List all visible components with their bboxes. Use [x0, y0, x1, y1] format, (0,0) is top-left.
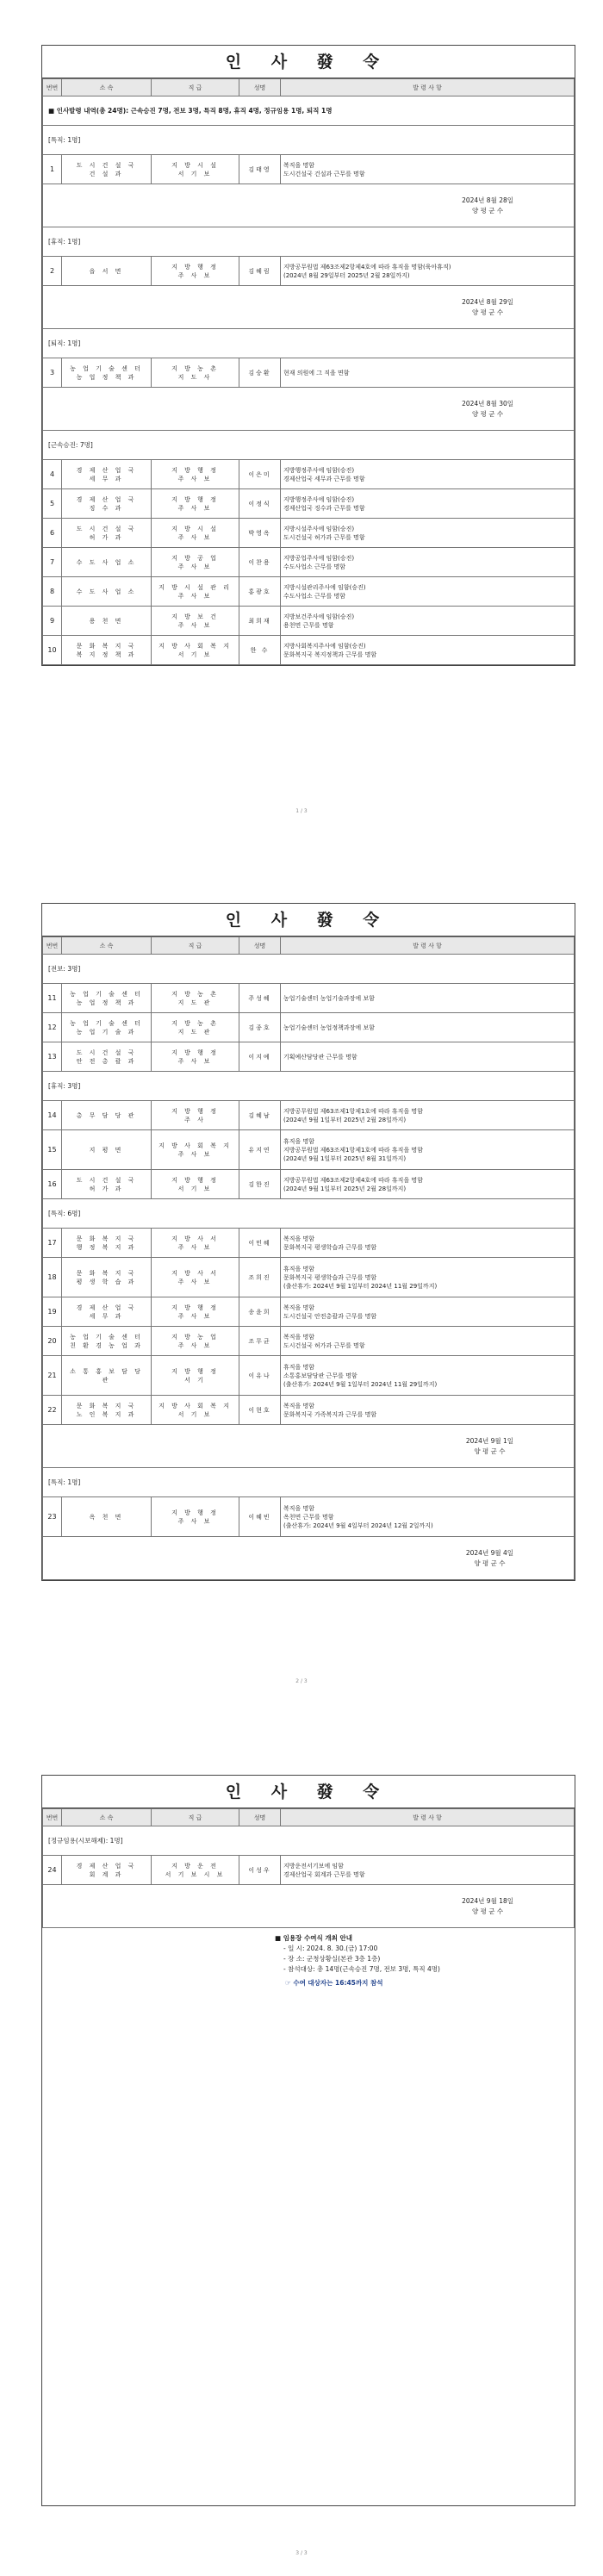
summary-row: [43, 96, 575, 126]
row-grade: 지 방 농 촌 지 도 사: [152, 358, 239, 388]
row-detail: 현재 의원에 그 직을 면함: [281, 358, 575, 388]
section-label-row: [43, 1199, 575, 1229]
row-grade: 지 방 사 회 복 지 서 기 보: [152, 636, 239, 665]
row-name: 이찬용: [239, 548, 281, 577]
row-org: 문 화 복 지 국 평 생 학 습 과: [62, 1258, 152, 1297]
section-label-row: [43, 1072, 575, 1101]
row-detail: 지방공무원법 제63조제1항제1호에 따라 휴직을 명함 (2024년 9월 1일부터 2025년 2월 28일까지): [281, 1101, 575, 1130]
orders-table: [42, 936, 575, 1580]
row-no: 15: [43, 1130, 62, 1170]
row-no: 7: [43, 548, 62, 577]
row-name: 이유나: [239, 1356, 281, 1396]
sig-date: 2024년 9월 1일: [465, 1436, 513, 1445]
section-label-row: [43, 227, 575, 257]
row-org: 농 업 기 술 센 터 농 업 기 술 과: [62, 1013, 152, 1042]
row-no: 17: [43, 1229, 62, 1258]
table-row: [43, 460, 575, 489]
table-row: [43, 1258, 575, 1297]
section-label: [근속승진: 7명]: [43, 431, 575, 460]
row-detail: 지방공무원법 제63조제2항제4호에 따라 휴직을 명함(육아휴직) (2024년 8월 29일부터 2025년 2월 28일까지): [281, 257, 575, 286]
row-detail: 복직을 명함 문화복지국 평생학습과 근무를 명함: [281, 1229, 575, 1258]
row-grade: 지 방 행 정 주 사 보: [152, 1042, 239, 1072]
header-grade: 직 급: [152, 937, 239, 955]
document-title: 인 사 發 令: [42, 1776, 575, 1808]
row-grade: 지 방 사 서 주 사 보: [152, 1229, 239, 1258]
header-grade: 직 급: [152, 1809, 239, 1826]
header-org: 소 속: [62, 1809, 152, 1826]
page-number: 3 / 3: [295, 2550, 308, 2556]
page-2-sheet: [41, 903, 575, 1581]
section-label: [휴직: 3명]: [43, 1072, 575, 1101]
row-no: 18: [43, 1258, 62, 1297]
notice-line: - 일 시: 2024. 8. 30.(금) 17:00: [283, 1944, 378, 1952]
row-org: 옥 천 면: [62, 1497, 152, 1537]
row-org: 경 제 산 업 국 회 계 과: [62, 1856, 152, 1885]
row-no: 8: [43, 577, 62, 607]
row-org: 문 화 복 지 국 행 정 복 지 과: [62, 1229, 152, 1258]
table-row: [43, 1497, 575, 1537]
row-grade: 지 방 시 설 주 사 보: [152, 519, 239, 548]
section-label: [특직: 6명]: [43, 1199, 575, 1229]
table-row: [43, 607, 575, 636]
signature-row: [43, 286, 575, 329]
row-detail: 지방공무원법 제63조제2항제4호에 따라 휴직을 명함 (2024년 9월 1일부터 2025년 2월 28일까지): [281, 1170, 575, 1199]
row-detail: 복직을 명함 도시건설국 건설과 근무를 명함: [281, 155, 575, 184]
row-grade: 지 방 사 회 복 지 서 기 보: [152, 1396, 239, 1425]
section-label-row: [43, 1826, 575, 1856]
notice-highlight: ☞ 수여 대상자는 16:45까지 참석: [285, 1979, 383, 1987]
orders-table: [42, 78, 575, 665]
section-label: [특직: 1명]: [43, 126, 575, 155]
section-label: [퇴직: 1명]: [43, 329, 575, 358]
row-no: 12: [43, 1013, 62, 1042]
section-label-row: [43, 1468, 575, 1497]
row-detail: 지방시설주사에 임함(승진) 도시건설국 허가과 근무를 명함: [281, 519, 575, 548]
row-detail: 기획예산담당관 근무를 명함: [281, 1042, 575, 1072]
notice-line: - 장 소: 군청상황실(본관 3층 1층): [283, 1955, 381, 1963]
row-name: 김혜림: [239, 257, 281, 286]
row-grade: 지 방 사 회 복 지 주 사 보: [152, 1130, 239, 1170]
document-title: 인 사 發 令: [42, 46, 575, 78]
row-org: 수 도 사 업 소: [62, 577, 152, 607]
table-row: [43, 1396, 575, 1425]
row-name: 김승환: [239, 358, 281, 388]
row-detail: 지방운전서기보에 임함 경제산업국 회계과 근무를 명함: [281, 1856, 575, 1885]
row-name: 유지연: [239, 1130, 281, 1170]
sig-signer: 양 평 군 수: [471, 409, 504, 418]
notice-title: ■ 임용장 수여식 개최 안내: [275, 1934, 352, 1942]
orders-table: [42, 1808, 575, 1928]
signature-row: [43, 1425, 575, 1468]
header-no: 번번: [43, 1809, 62, 1826]
row-no: 3: [43, 358, 62, 388]
row-no: 6: [43, 519, 62, 548]
page-1-sheet: [41, 45, 575, 666]
row-grade: 지 방 농 촌 지 도 관: [152, 1013, 239, 1042]
table-header: [43, 1809, 575, 1826]
header-no: 번번: [43, 937, 62, 955]
header-detail: 발 령 사 항: [281, 1809, 575, 1826]
row-detail: 지방시설관리주사에 임함(승진) 수도사업소 근무를 명함: [281, 577, 575, 607]
row-name: 최희재: [239, 607, 281, 636]
row-no: 9: [43, 607, 62, 636]
section-label: [전보: 3명]: [43, 955, 575, 984]
sig-date: 2024년 9월 18일: [462, 1896, 513, 1905]
page-3-sheet: [41, 1775, 575, 2506]
row-org: 농 업 기 술 센 터 친 환 경 농 업 과: [62, 1327, 152, 1356]
document-title: 인 사 發 令: [42, 904, 575, 936]
row-no: 23: [43, 1497, 62, 1537]
row-no: 14: [43, 1101, 62, 1130]
signature-row: [43, 1537, 575, 1580]
row-detail: 복직을 명함 문화복지국 가족복지과 근무를 명함: [281, 1396, 575, 1425]
header-name: 성명: [239, 1809, 281, 1826]
row-grade: 지 방 행 정 주 사 보: [152, 1497, 239, 1537]
row-name: 한 수: [239, 636, 281, 665]
table-row: [43, 636, 575, 665]
row-detail: 복직을 명함 옥천면 근무를 명함 (출산휴가: 2024년 9월 4일부터 2024년 12월 2일까지): [281, 1497, 575, 1537]
row-grade: 지 방 시 설 서 기 보: [152, 155, 239, 184]
row-no: 5: [43, 489, 62, 519]
header-name: 성명: [239, 79, 281, 96]
table-row: [43, 358, 575, 388]
row-name: 김종호: [239, 1013, 281, 1042]
row-grade: 지 방 농 촌 지 도 관: [152, 984, 239, 1013]
row-no: 20: [43, 1327, 62, 1356]
row-detail: 지방보건주사에 임함(승진) 용천면 근무를 명함: [281, 607, 575, 636]
row-no: 10: [43, 636, 62, 665]
section-label: [정규임용(시보해제): 1명]: [43, 1826, 575, 1856]
row-grade: 지 방 사 서 주 사 보: [152, 1258, 239, 1297]
row-no: 21: [43, 1356, 62, 1396]
table-row: [43, 548, 575, 577]
sig-signer: 양 평 군 수: [471, 206, 504, 215]
row-org: 경 제 산 업 국 세 무 과: [62, 1297, 152, 1327]
section-label: [휴직: 1명]: [43, 227, 575, 257]
row-name: 김태영: [239, 155, 281, 184]
row-grade: 지 방 행 정 주 사 보: [152, 460, 239, 489]
row-detail: 복직을 명함 도시건설국 안전총괄과 근무를 명함: [281, 1297, 575, 1327]
section-label-row: [43, 126, 575, 155]
row-grade: 지 방 공 업 주 사 보: [152, 548, 239, 577]
row-org: 경 제 산 업 국 세 무 과: [62, 460, 152, 489]
section-label: [특직: 1명]: [43, 1468, 575, 1497]
row-name: 이혜빈: [239, 1497, 281, 1537]
sig-date: 2024년 8월 30일: [462, 399, 513, 408]
sig-signer: 양 평 군 수: [474, 1559, 506, 1567]
ceremony-notice: [42, 1928, 575, 1988]
table-row: [43, 577, 575, 607]
row-name: 이지예: [239, 1042, 281, 1072]
row-no: 16: [43, 1170, 62, 1199]
table-row: [43, 489, 575, 519]
table-row: [43, 1170, 575, 1199]
table-row: [43, 1101, 575, 1130]
row-name: 이은미: [239, 460, 281, 489]
row-grade: 지 방 행 정 주 사 보: [152, 257, 239, 286]
row-grade: 지 방 보 건 주 사 보: [152, 607, 239, 636]
row-org: 도 시 건 설 국 안 전 총 괄 과: [62, 1042, 152, 1072]
row-no: 11: [43, 984, 62, 1013]
table-row: [43, 1042, 575, 1072]
signature-row: [43, 184, 575, 227]
row-detail: 지방사회복지주사에 임함(승진) 문화복지국 복지정책과 근무를 명함: [281, 636, 575, 665]
row-grade: 지 방 시 설 관 리 주 사 보: [152, 577, 239, 607]
row-no: 2: [43, 257, 62, 286]
row-grade: 지 방 행 정 주 사: [152, 1101, 239, 1130]
table-row: [43, 1013, 575, 1042]
header-name: 성명: [239, 937, 281, 955]
row-no: 22: [43, 1396, 62, 1425]
table-row: [43, 1356, 575, 1396]
signature-row: [43, 388, 575, 431]
section-label-row: [43, 955, 575, 984]
row-grade: 지 방 운 전 서 기 보 시 보: [152, 1856, 239, 1885]
row-no: 13: [43, 1042, 62, 1072]
row-name: 이현호: [239, 1396, 281, 1425]
row-org: 총 무 담 당 관: [62, 1101, 152, 1130]
table-row: [43, 257, 575, 286]
table-row: [43, 984, 575, 1013]
row-org: 경 제 산 업 국 징 수 과: [62, 489, 152, 519]
row-detail: 농업기술센터 농업기술과장에 보함: [281, 984, 575, 1013]
row-grade: 지 방 행 정 주 사 보: [152, 1297, 239, 1327]
page-number: 2 / 3: [295, 1678, 308, 1684]
row-org: 용 천 면: [62, 607, 152, 636]
row-org: 농 업 기 술 센 터 농 업 정 책 과: [62, 984, 152, 1013]
row-org: 지 평 면: [62, 1130, 152, 1170]
table-row: [43, 1130, 575, 1170]
row-detail: 휴직을 명함 지방공무원법 제63조제1항제1호에 따라 휴직을 명함 (2024년 9월 1일부터 2025년 8월 31일까지): [281, 1130, 575, 1170]
row-org: 읍 서 면: [62, 257, 152, 286]
table-row: [43, 1327, 575, 1356]
header-no: 번번: [43, 79, 62, 96]
row-org: 소 통 홍 보 담 당 관: [62, 1356, 152, 1396]
row-org: 농 업 기 술 센 터 농 업 정 책 과: [62, 358, 152, 388]
row-grade: 지 방 행 정 서 기 보: [152, 1170, 239, 1199]
row-detail: 농업기술센터 농업정책과장에 보함: [281, 1013, 575, 1042]
row-no: 4: [43, 460, 62, 489]
row-name: 조희진: [239, 1258, 281, 1297]
row-org: 도 시 건 설 국 허 가 과: [62, 1170, 152, 1199]
row-grade: 지 방 행 정 서 기: [152, 1356, 239, 1396]
sig-date: 2024년 9월 4일: [465, 1548, 513, 1557]
table-row: [43, 1229, 575, 1258]
row-name: 김한진: [239, 1170, 281, 1199]
section-label-row: [43, 329, 575, 358]
row-name: 박영옥: [239, 519, 281, 548]
row-detail: 휴직을 명함 문화복지국 평생학습과 근무를 명함 (출산휴가: 2024년 9월 1일부터 2024년 11월 29일까지): [281, 1258, 575, 1297]
row-detail: 지방공업주사에 임함(승진) 수도사업소 근무를 명함: [281, 548, 575, 577]
row-name: 홍광호: [239, 577, 281, 607]
section-label-row: [43, 431, 575, 460]
table-header: [43, 937, 575, 955]
row-org: 문 화 복 지 국 복 지 정 책 과: [62, 636, 152, 665]
table-row: [43, 1856, 575, 1885]
row-grade: 지 방 농 업 주 사 보: [152, 1327, 239, 1356]
table-header: [43, 79, 575, 96]
row-name: 송윤희: [239, 1297, 281, 1327]
row-name: 이정식: [239, 489, 281, 519]
row-detail: 복직을 명함 도시건설국 허가과 근무를 명함: [281, 1327, 575, 1356]
sig-signer: 양 평 군 수: [471, 1907, 504, 1915]
header-org: 소 속: [62, 79, 152, 96]
header-detail: 발 령 사 항: [281, 79, 575, 96]
signature-row: [43, 1885, 575, 1928]
table-row: [43, 1297, 575, 1327]
row-no: 24: [43, 1856, 62, 1885]
row-name: 조무균: [239, 1327, 281, 1356]
row-no: 19: [43, 1297, 62, 1327]
row-detail: 지방행정주사에 임함(승진) 경제산업국 세무과 근무를 명함: [281, 460, 575, 489]
row-no: 1: [43, 155, 62, 184]
row-org: 문 화 복 지 국 노 인 복 지 과: [62, 1396, 152, 1425]
row-grade: 지 방 행 정 주 사 보: [152, 489, 239, 519]
row-name: 이민혜: [239, 1229, 281, 1258]
row-detail: 지방행정주사에 임함(승진) 경제산업국 징수과 근무를 명함: [281, 489, 575, 519]
row-name: 김혜남: [239, 1101, 281, 1130]
row-org: 도 시 건 설 국 건 설 과: [62, 155, 152, 184]
row-name: 주성혜: [239, 984, 281, 1013]
row-org: 도 시 건 설 국 허 가 과: [62, 519, 152, 548]
header-grade: 직 급: [152, 79, 239, 96]
sig-date: 2024년 8월 28일: [462, 196, 513, 204]
row-detail: 휴직을 명함 소통홍보담당관 근무를 명함 (출산휴가: 2024년 9월 1일부터 2024년 11월 29일까지): [281, 1356, 575, 1396]
summary-text: ■ 인사발령 내역(총 24명): 근속승진 7명, 전보 3명, 특직 8명, 휴직 4명, 정규임용 1명, 퇴직 1명: [43, 96, 575, 126]
header-detail: 발 령 사 항: [281, 937, 575, 955]
row-name: 이성우: [239, 1856, 281, 1885]
sig-date: 2024년 8월 29일: [462, 297, 513, 306]
sig-signer: 양 평 군 수: [474, 1447, 506, 1455]
table-row: [43, 519, 575, 548]
table-row: [43, 155, 575, 184]
row-org: 수 도 사 업 소: [62, 548, 152, 577]
sig-signer: 양 평 군 수: [471, 308, 504, 316]
header-org: 소 속: [62, 937, 152, 955]
page-number: 1 / 3: [295, 808, 308, 814]
notice-line: - 참석대상: 총 14명(근속승진 7명, 전보 3명, 특직 4명): [283, 1965, 440, 1973]
